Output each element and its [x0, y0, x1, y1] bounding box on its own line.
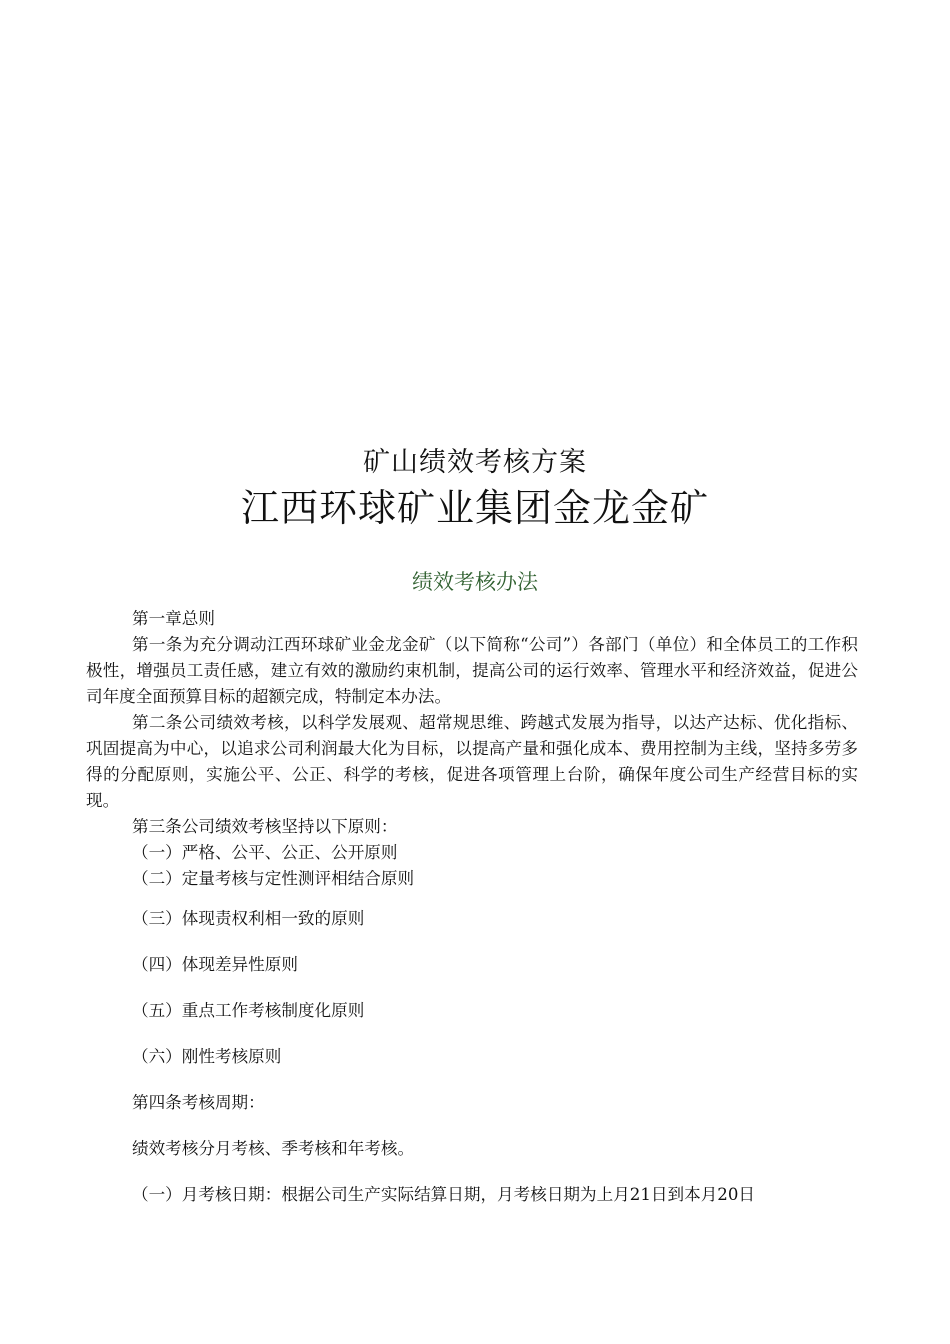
article-4-text: 绩效考核分月考核、季考核和年考核。 — [132, 1139, 415, 1158]
section-title: 绩效考核办法 — [412, 570, 538, 594]
chapter-heading: 第一章总则 — [132, 609, 215, 628]
article-1: 第一条为充分调动江西环球矿业金龙金矿（以下简称“公司”）各部门（单位）和全体员工的工作积极性，增强员工责任感，建立有效的激励约束机制，提高公司的运行效率、管理水平和经济效益，促进公司年度全面预算目标的超额完成，特制定本办法。 — [86, 635, 858, 706]
principle-item: （二）定量考核与定性测评相结合原则 — [132, 869, 415, 888]
article-2: 第二条公司绩效考核，以科学发展观、超常规思维、跨越式发展为指导，以达产达标、优化指标、巩固提高为中心，以追求公司利润最大化为目标，以提高产量和强化成本、费用控制为主线，坚持多劳多得的分配原则，实施公平、公正、科学的考核，促进各项管理上台阶，确保年度公司生产经营目标的实现。 — [86, 713, 858, 810]
principle-item: （一）严格、公平、公正、公开原则 — [132, 843, 398, 862]
article-3: 第三条公司绩效考核坚持以下原则： — [132, 817, 398, 836]
document-body — [86, 606, 858, 1208]
principle-item: （五）重点工作考核制度化原则 — [132, 1001, 365, 1020]
principle-item: （三）体现责权利相一致的原则 — [132, 909, 365, 928]
document-main-title: 江西环球矿业集团金龙金矿 — [240, 486, 709, 530]
principle-item: （四）体现差异性原则 — [132, 955, 298, 974]
article-4: 第四条考核周期： — [132, 1093, 265, 1112]
document-subtitle: 矿山绩效考核方案 — [363, 447, 587, 478]
article-4-item-1: （一）月考核日期：根据公司生产实际结算日期，月考核日期为上月21日到本月20日 — [132, 1185, 756, 1204]
principle-item: （六）刚性考核原则 — [132, 1047, 282, 1066]
